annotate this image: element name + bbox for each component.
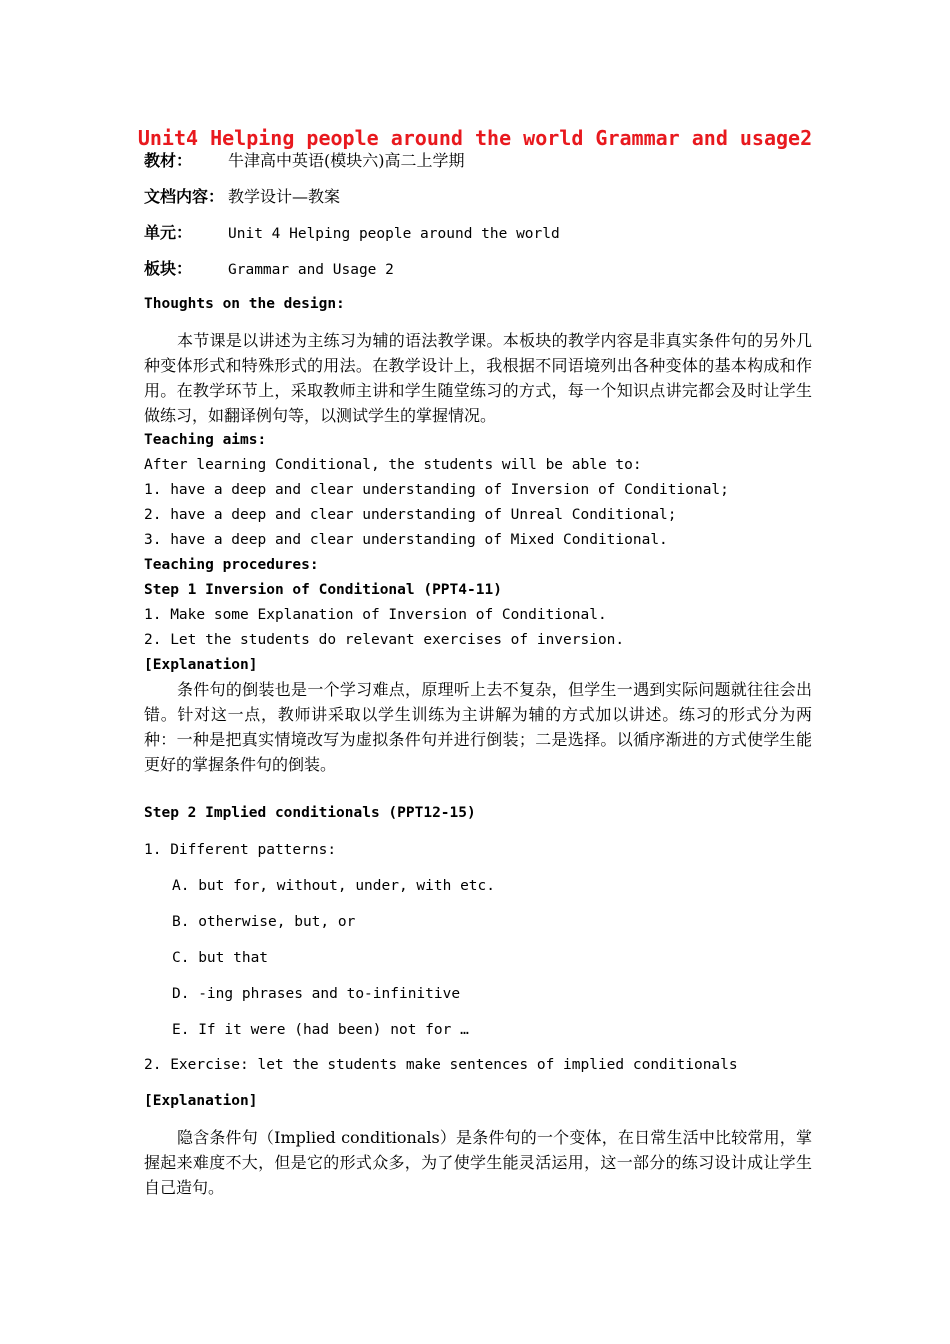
step2-heading: Step 2 Implied conditionals (PPT12-15) [144, 805, 476, 821]
step1-explanation: 条件句的倒装也是一个学习难点，原理听上去不复杂，但学生一遇到实际问题就往往会出错。针对这一点，教师讲采取以学生训练为主讲解为辅的方式加以讲述。练习的形式分为两种：一种是把真实情境改写为虚拟条件句并进行倒装；二是选择。以循序渐进的方式使学生能更好的掌握条件句的倒装。 [144, 680, 812, 774]
meta-content [144, 189, 340, 206]
meta-section-label: 板块： [144, 259, 193, 278]
pattern-item: A. but for, without, under, with etc. [172, 878, 496, 894]
meta-section-value: Grammar and Usage 2 [228, 262, 394, 278]
meta-section [144, 261, 394, 278]
aims-intro: After learning Conditional, the students will be able to: [144, 457, 642, 473]
step2-patterns-label: 1. Different patterns: [144, 842, 337, 858]
procedures-heading: Teaching procedures: [144, 557, 319, 573]
meta-textbook-value: 牛津高中英语(模块六)高二上学期 [228, 151, 465, 170]
meta-unit-label: 单元： [144, 223, 193, 242]
meta-content-value: 教学设计—教案 [228, 187, 341, 206]
step2-exercise: 2. Exercise: let the students make sentences of implied conditionals [144, 1057, 738, 1073]
pattern-item: B. otherwise, but, or [172, 914, 356, 930]
aims-item: 1. have a deep and clear understanding of Inversion of Conditional; [144, 482, 729, 498]
aims-item: 3. have a deep and clear understanding of Mixed Conditional. [144, 532, 668, 548]
meta-unit-value: Unit 4 Helping people around the world [228, 226, 560, 242]
step1-item: 1. Make some Explanation of Inversion of Conditional. [144, 607, 607, 623]
pattern-item: D. -ing phrases and to-infinitive [172, 986, 461, 1002]
meta-content-label: 文档内容： [144, 187, 225, 206]
step2-explanation-label: [Explanation] [144, 1093, 258, 1109]
meta-textbook [144, 153, 465, 170]
design-paragraph: 本节课是以讲述为主练习为辅的语法教学课。本板块的教学内容是非真实条件句的另外几种变体形式和特殊形式的用法。在教学设计上，我根据不同语境列出各种变体的基本构成和作用。在教学环节上，采取教师主讲和学生随堂练习的方式，每一个知识点讲完都会及时让学生做练习，如翻译例句等，以测试学生的掌握情况。 [144, 331, 812, 425]
step1-item: 2. Let the students do relevant exercises of inversion. [144, 632, 625, 648]
aims-heading: Teaching aims: [144, 432, 267, 448]
step2-explanation: 隐含条件句（Implied conditionals）是条件句的一个变体，在日常生活中比较常用，掌握起来难度不大，但是它的形式众多，为了使学生能灵活运用，这一部分的练习设计成让学生自己造句。 [144, 1128, 812, 1197]
design-heading: Thoughts on the design: [144, 296, 345, 312]
meta-unit [144, 225, 560, 242]
step1-heading: Step 1 Inversion of Conditional (PPT4-11) [144, 582, 502, 598]
step1-explanation-label: [Explanation] [144, 657, 258, 673]
pattern-item: C. but that [172, 950, 269, 966]
meta-textbook-label: 教材： [144, 151, 193, 170]
pattern-item: E. If it were (had been) not for … [172, 1022, 469, 1038]
document-title: Unit4 Helping people around the world Grammar and usage2 [137, 126, 813, 150]
aims-item: 2. have a deep and clear understanding of Unreal Conditional; [144, 507, 677, 523]
